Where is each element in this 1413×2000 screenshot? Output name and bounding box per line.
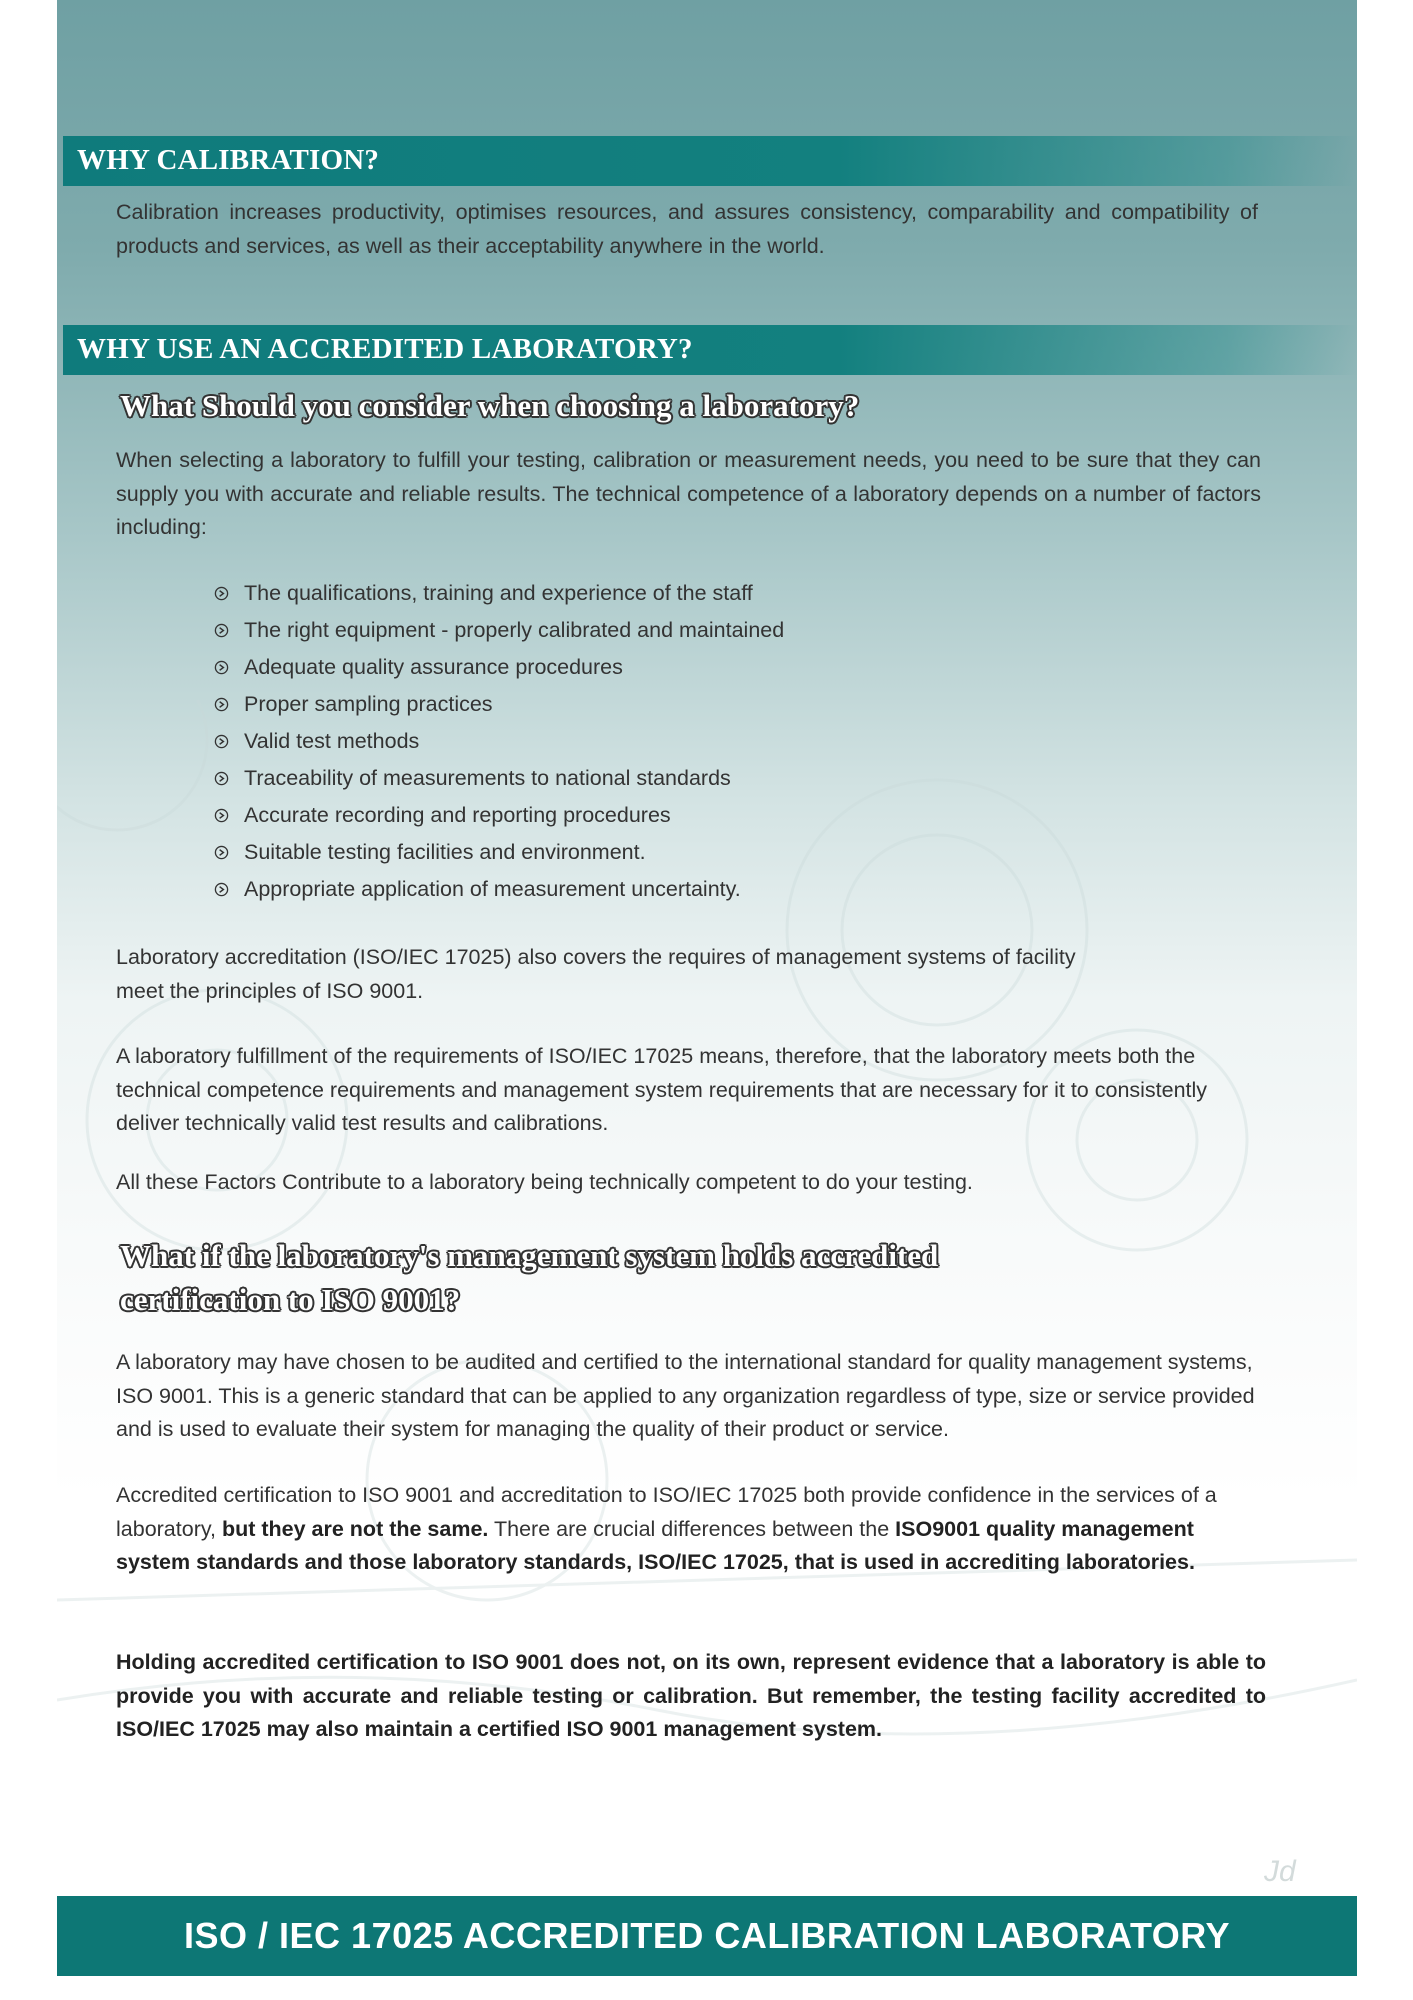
iso9001-heading-line2: certification to ISO 9001?	[120, 1282, 461, 1317]
circled-arrow-bullet-icon	[214, 586, 229, 601]
selecting-laboratory-intro: When selecting a laboratory to fulfill your testing, calibration or measurement needs, you need to be sure that they can supply you with accurate and reliable results. The technical competence of a laboratory depends on a number of factors including:	[116, 448, 1261, 539]
list-item	[214, 871, 784, 908]
holding-certification-paragraph: Holding accredited certification to ISO 9001 does not, on its own, represent evidence that a laboratory is able to provide you with accurate and reliable testing or calibration. But remember, the testing facility accredited to ISO/IEC 17025 may also maintain a certified ISO 9001 management system.	[116, 1650, 1266, 1741]
circled-arrow-bullet-icon	[214, 771, 229, 786]
why-accredited-title: WHY USE AN ACCREDITED LABORATORY?	[77, 333, 693, 365]
factors-contribute-paragraph: All these Factors Contribute to a laboratory being technically competent to do your testing.	[116, 1170, 973, 1194]
list-item	[214, 575, 784, 612]
circled-arrow-bullet-icon	[214, 697, 229, 712]
cert-text-not-same: but they are not the same.	[221, 1516, 489, 1541]
list-item	[214, 612, 784, 649]
factor-text: Valid test methods	[244, 729, 420, 753]
list-item	[214, 760, 784, 797]
factor-text: Traceability of measurements to national standards	[244, 766, 731, 790]
factor-text: Adequate quality assurance procedures	[244, 655, 623, 679]
circled-arrow-bullet-icon	[214, 734, 229, 749]
certification-comparison-paragraph	[116, 1479, 1256, 1580]
brochure-page	[57, 0, 1357, 1985]
list-item	[214, 649, 784, 686]
cert-text-differences: There are crucial differences between the	[493, 1516, 890, 1541]
fulfillment-paragraph: A laboratory fulfillment of the requirements of ISO/IEC 17025 means, therefore, that the laboratory meets both the technical competence requirements and management system requirements that are necessary for it to consistently deliver technically valid test results and calibrations.	[116, 1044, 1208, 1135]
factor-text: Proper sampling practices	[244, 692, 493, 716]
factor-text: The qualifications, training and experience of the staff	[244, 581, 753, 605]
factor-text: Accurate recording and reporting procedures	[244, 803, 671, 827]
factor-text: The right equipment - properly calibrated and maintained	[244, 618, 785, 642]
list-item	[214, 723, 784, 760]
iso9001-heading-line1: What if the laboratory's management system holds accredited	[120, 1238, 939, 1273]
competence-factors-list	[214, 575, 784, 908]
footer-banner	[57, 1896, 1357, 1976]
circled-arrow-bullet-icon	[214, 845, 229, 860]
audited-certified-paragraph: A laboratory may have chosen to be audited and certified to the international standard for quality management systems, ISO 9001. This is a generic standard that can be applied to any organization regardless of type, size or service provided and is used to evaluate their system for managing the quality of their product or service.	[116, 1350, 1255, 1441]
footer-title: ISO / IEC 17025 ACCREDITED CALIBRATION LABORATORY	[184, 1915, 1230, 1956]
cert-text-intro: Accredited certification to ISO 9001 and accreditation to ISO/IEC 17025 both provide confidence in the services of a laboratory,	[116, 1483, 1217, 1541]
why-accredited-header-bar	[63, 325, 1357, 375]
why-calibration-title: WHY CALIBRATION?	[77, 144, 380, 176]
list-item	[214, 686, 784, 723]
why-calibration-header-bar	[63, 136, 1357, 186]
circled-arrow-bullet-icon	[214, 623, 229, 638]
list-item	[214, 834, 784, 871]
jd-watermark: Jd	[1264, 1855, 1296, 1888]
choosing-laboratory-subheading: What Should you consider when choosing a laboratory?	[120, 388, 860, 423]
circled-arrow-bullet-icon	[214, 808, 229, 823]
accreditation-paragraph: Laboratory accreditation (ISO/IEC 17025) also covers the requires of management systems of facility meet the principles of ISO 9001.	[116, 945, 1076, 1003]
list-item	[214, 797, 784, 834]
cert-text-standards: ISO9001 quality management system standards and those laboratory standards, ISO/IEC 17025, that is used in accrediting laboratories.	[116, 1516, 1195, 1574]
factor-text: Suitable testing facilities and environment.	[244, 840, 646, 864]
factor-text: Appropriate application of measurement uncertainty.	[244, 877, 741, 901]
why-calibration-body: Calibration increases productivity, optimises resources, and assures consistency, comparability and compatibility of products and services, as well as their acceptability anywhere in the world.	[116, 200, 1258, 258]
circled-arrow-bullet-icon	[214, 660, 229, 675]
circled-arrow-bullet-icon	[214, 882, 229, 897]
